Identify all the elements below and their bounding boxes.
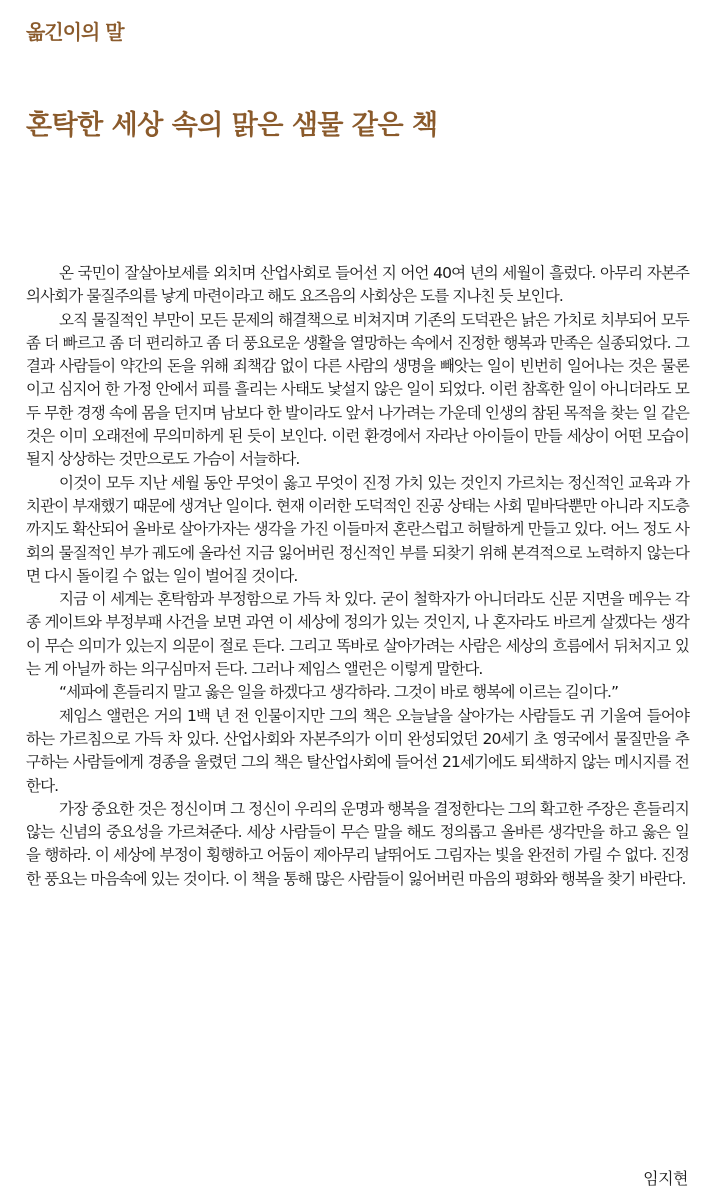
translator-signature: 임지현 xyxy=(643,1169,688,1188)
paragraph: 제임스 앨런은 거의 1백 년 전 인물이지만 그의 책은 오늘날을 살아가는 사람들도 귀 기울여 들어야 하는 가르침으로 가득 차 있다. 산업사회와 자본주의가 이미 완성되었던 20세기 초 영국에서 물질만을 추구하는 사람들에게 경종을 울렸던 그의 책은 탈산업사회에 들어선 21세기에도 퇴색하지 않는 메시지를 전한다. xyxy=(26,706,689,795)
body-text xyxy=(26,262,689,891)
paragraph: 이것이 모두 지난 세월 동안 무엇이 옳고 무엇이 진정 가치 있는 것인지 가르치는 정신적인 교육과 가치관이 부재했기 때문에 생겨난 일이다. 현재 이러한 도덕적인 진공 상태는 사회 밑바닥뿐만 아니라 지도층까지도 확산되어 올바로 살아가자는 생각을 가진 이들마저 혼란스럽고 허탈하게 만들고 있다. 어느 정도 사회의 물질적인 부가 궤도에 올라선 지금 잃어버린 정신적인 부를 되찾기 위해 본격적으로 노력하지 않는다면 다시 돌이킬 수 없는 일이 벌어질 것이다. xyxy=(26,473,689,585)
paragraph: 지금 이 세계는 혼탁함과 부정함으로 가득 차 있다. 굳이 철학자가 아니더라도 신문 지면을 메우는 각종 게이트와 부정부패 사건을 보면 과연 이 세상에 정의가 있는 것인지, 나 혼자라도 바르게 살겠다는 생각이 무슨 의미가 있는지 의문이 절로 든다. 그리고 똑바로 살아가려는 사람은 세상의 흐름에서 뒤처지고 있는 게 아닐까 하는 의구심마저 든다. 그러나 제임스 앨런은 이렇게 말한다. xyxy=(26,590,689,679)
paragraph: 온 국민이 잘살아보세를 외치며 산업사회로 들어선 지 어언 40여 년의 세월이 흘렀다. 아무리 자본주의사회가 물질주의를 낳게 마련이라고 해도 요즈음의 사회상은 도를 지나친 듯 보인다. xyxy=(26,264,689,306)
page-title: 혼탁한 세상 속의 맑은 샘물 같은 책 xyxy=(26,110,438,141)
paragraph: 가장 중요한 것은 정신이며 그 정신이 우리의 운명과 행복을 결정한다는 그의 확고한 주장은 흔들리지 않는 신념의 중요성을 가르쳐준다. 세상 사람들이 무슨 말을 해도 정의롭고 올바른 생각만을 하고 옳은 일을 행하라. 이 세상에 부정이 횡행하고 어둠이 제아무리 날뛰어도 그림자는 빛을 완전히 가릴 수 없다. 진정한 풍요는 마음속에 있는 것이다. 이 책을 통해 많은 사람들이 잃어버린 마음의 평화와 행복을 찾기 바란다. xyxy=(26,799,689,888)
quote-paragraph: “세파에 흔들리지 말고 옳은 일을 하겠다고 생각하라. 그것이 바로 행복에 이르는 길이다.” xyxy=(59,683,619,702)
paragraph: 오직 물질적인 부만이 모든 문제의 해결책으로 비쳐지며 기존의 도덕관은 낡은 가치로 치부되어 모두 좀 더 빠르고 좀 더 편리하고 좀 더 풍요로운 생활을 열망하는 속에서 진정한 행복과 만족은 실종되었다. 그 결과 사람들이 약간의 돈을 위해 죄책감 없이 다른 사람의 생명을 빼앗는 일이 빈번히 일어나는 것은 물론이고 심지어 한 가정 안에서 피를 흘리는 사태도 낯설지 않은 일이 되었다. 이런 참혹한 일이 아니더라도 모두 무한 경쟁 속에 몸을 던지며 남보다 한 발이라도 앞서 나가려는 가운데 인생의 참된 목적을 찾는 일 같은 것은 이미 오래전에 무의미하게 된 듯이 보인다. 이런 환경에서 자라난 아이들이 만들 세상이 어떤 모습이 될지 상상하는 것만으로도 가슴이 서늘하다. xyxy=(26,310,689,469)
section-label: 옮긴이의 말 xyxy=(26,20,124,44)
